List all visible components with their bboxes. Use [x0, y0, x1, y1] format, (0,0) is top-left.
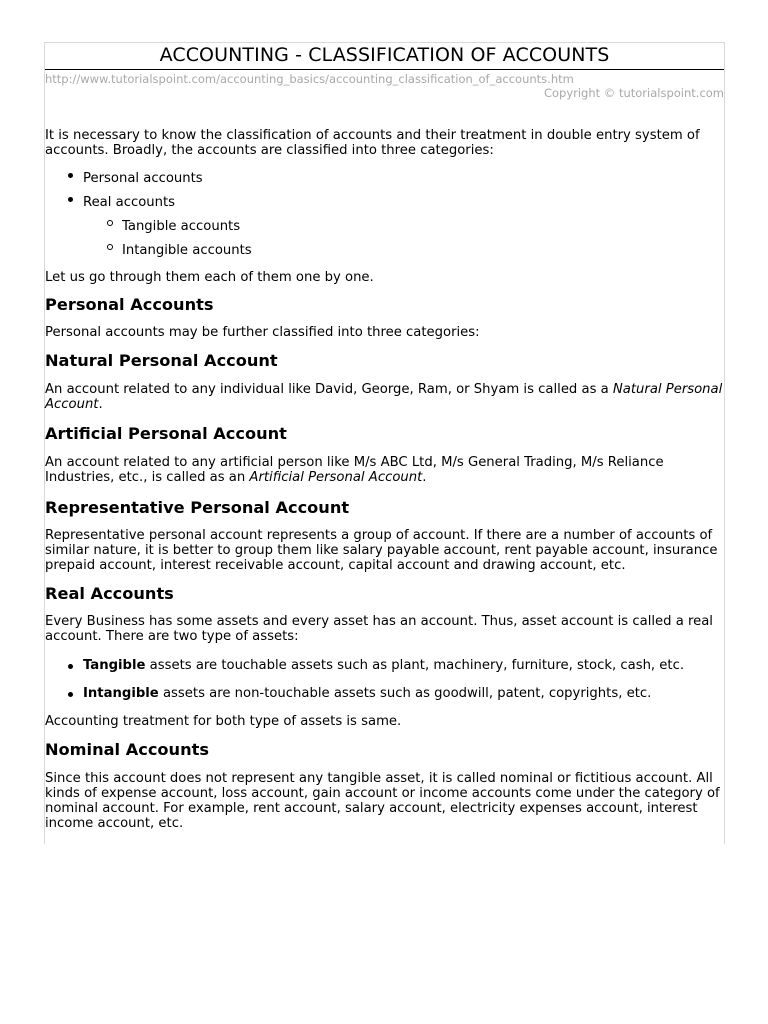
heading-nominal-accounts: Nominal Accounts — [45, 740, 209, 759]
heading-representative-personal: Representative Personal Account — [45, 498, 350, 517]
copyright-notice: Copyright © tutorialspoint.com — [543, 86, 724, 100]
source-url[interactable]: http://www.tutorialspoint.com/accounting_basics/accounting_classification_of_accounts.htm — [45, 72, 574, 86]
artificial-paragraph: An account related to any artificial person like M/s ABC Ltd, M/s General Trading, M/s Reliance Industries, etc., is called as an Artificial Personal Account. — [45, 455, 664, 485]
heading-real-accounts: Real Accounts — [45, 584, 174, 603]
real-paragraph: Every Business has some assets and every asset has an account. Thus, asset account is called a real account. There are two type of assets: — [45, 614, 713, 644]
natural-paragraph: An account related to any individual like David, George, Ram, or Shyam is called as a Natural Personal Account. — [45, 382, 723, 412]
intro-closing: Let us go through them each of them one by one. — [45, 270, 374, 285]
asset-type-list — [45, 658, 724, 701]
list-item-intangible-assets: Intangible assets are non-touchable assets such as goodwill, patent, copyrights, etc. — [45, 686, 724, 701]
sublist-item-intangible: Intangible accounts — [45, 239, 724, 263]
article-body — [45, 128, 724, 831]
heading-natural-personal: Natural Personal Account — [45, 351, 278, 370]
representative-paragraph: Representative personal account represents a group of account. If there are a number of accounts of similar nature, it is better to group them like salary payable account, rent payable account, insurance prepaid account, interest receivable account, capital account and drawing account, etc. — [45, 528, 718, 573]
nominal-paragraph: Since this account does not represent any tangible asset, it is called nominal or fictitious account. All kinds of expense account, loss account, gain account or income accounts come under the category of nominal account. For example, rent account, salary account, electricity expenses account, interest income account, etc. — [45, 771, 720, 831]
list-item-personal: Personal accounts — [45, 167, 724, 191]
list-item-tangible-assets: Tangible assets are touchable assets such as plant, machinery, furniture, stock, cash, etc. — [45, 658, 724, 673]
heading-personal-accounts: Personal Accounts — [45, 295, 214, 314]
sublist-item-tangible: Tangible accounts — [45, 215, 724, 239]
document-page — [44, 42, 725, 844]
heading-artificial-personal: Artificial Personal Account — [45, 424, 287, 443]
real-closing: Accounting treatment for both type of assets is same. — [45, 714, 402, 729]
intro-paragraph: It is necessary to know the classification of accounts and their treatment in double entry system of accounts. Broadly, the accounts are classified into three categories: — [45, 128, 700, 158]
list-item-real: Real accounts — [45, 191, 724, 215]
personal-paragraph: Personal accounts may be further classified into three categories: — [45, 325, 480, 340]
page-title: ACCOUNTING - CLASSIFICATION OF ACCOUNTS — [45, 43, 724, 70]
account-category-list — [45, 167, 724, 263]
